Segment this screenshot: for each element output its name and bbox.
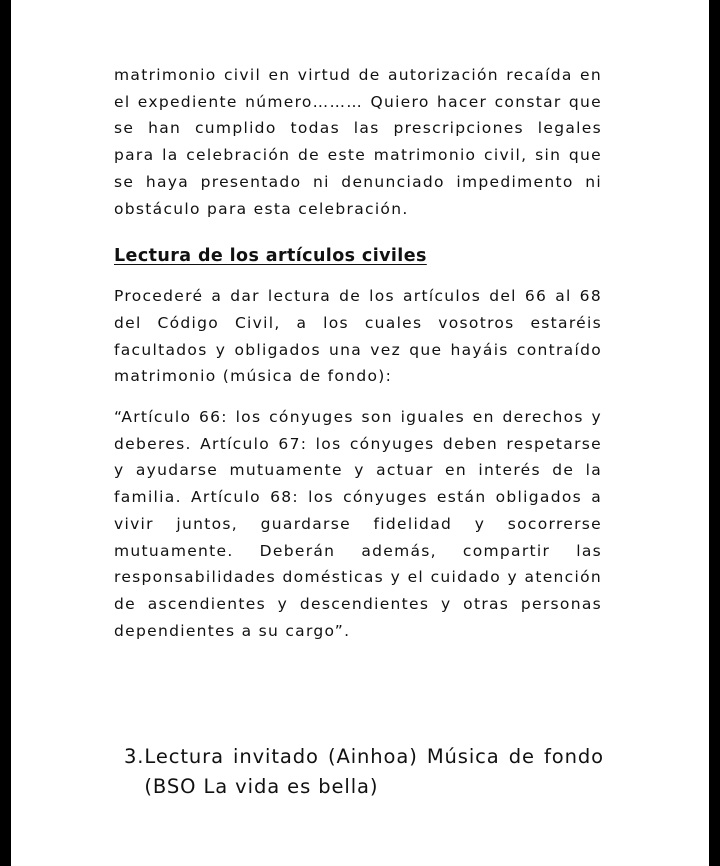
list-item-text: Lectura invitado (Ainhoa) Música de fondo (BSO La vida es bella) (144, 745, 604, 798)
list-item-number: 3. (124, 745, 145, 768)
section-heading: Lectura de los artículos civiles (114, 246, 427, 267)
intro-paragraph: matrimonio civil en virtud de autorización recaída en el expediente número……… Quiero hacer constar que se han cumplido todas las prescripciones legales para la celebración de este matrimonio civil, sin que se haya presentado ni denunciado impedimento ni obstáculo para esta celebración. (114, 66, 602, 218)
document-content (114, 62, 602, 644)
numbered-list-item (124, 742, 604, 801)
reading-paragraph: Procederé a dar lectura de los artículos del 66 al 68 del Código Civil, a los cuales vosotros estaréis facultados y obligados una vez que hayáis contraído matrimonio (música de fondo): (114, 287, 602, 386)
articles-paragraph: “Artículo 66: los cónyuges son iguales en derechos y deberes. Artículo 67: los cónyuges deben respetarse y ayudarse mutuamente y actuar en interés de la familia. Artículo 68: los cónyuges están obligados a vivir juntos, guardarse fidelidad y socorrerse mutuamente. Deberán además, compartir las responsabilidades domésticas y el cuidado y atención de ascendientes y descendientes y otras personas dependientes a su cargo”. (114, 408, 602, 640)
